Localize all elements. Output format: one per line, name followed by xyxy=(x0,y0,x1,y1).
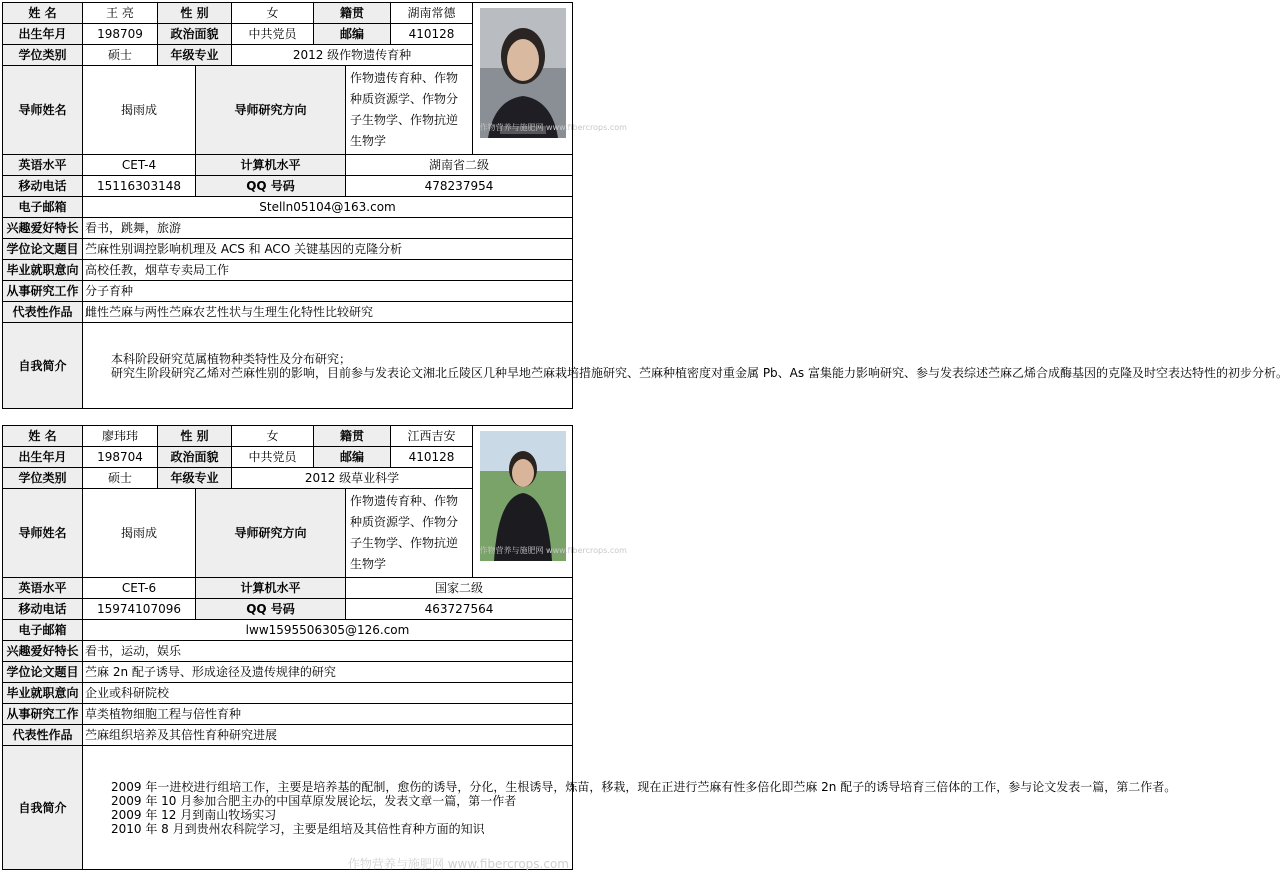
zipcode-label: 邮编 xyxy=(314,447,391,468)
birth-label: 出生年月 xyxy=(3,447,83,468)
degree-label: 学位类别 xyxy=(3,468,83,489)
birth-value: 198709 xyxy=(83,24,158,45)
birth-label: 出生年月 xyxy=(3,24,83,45)
phone-label: 移动电话 xyxy=(3,176,83,197)
thesis-label: 学位论文题目 xyxy=(3,239,83,260)
hobby-label: 兴趣爱好特长 xyxy=(3,641,83,662)
profile-photo xyxy=(479,8,627,138)
english-label: 英语水平 xyxy=(3,155,83,176)
intro-paragraph: 研究生阶段研究乙烯对苎麻性别的影响，目前参与发表论文湘北丘陵区几种旱地苎麻栽培措施研究、苎麻种植密度对重金属 Pb、As 富集能力影响研究、参与发表综述苎麻乙烯合成酶基因的克隆及时空表达特性的初步分析。 xyxy=(111,365,1288,380)
hobby-label: 兴趣爱好特长 xyxy=(3,218,83,239)
thesis-label: 学位论文题目 xyxy=(3,662,83,683)
intro-paragraph: 2009 年 10 月参加合肥主办的中国草原发展论坛，发表文章一篇，第一作者 xyxy=(111,793,517,808)
photo-cell xyxy=(473,3,627,155)
advisor-label: 导师姓名 xyxy=(3,489,83,578)
intro-paragraph: 2009 年一进校进行组培工作，主要是培养基的配制，愈伤的诱导，分化，生根诱导，炼苗，移栽，现在正进行苎麻有性多倍化即苎麻 2n 配子的诱导培育三倍体的工作，参与论文发表一篇，第二作者。 xyxy=(111,779,1177,794)
advisor-label: 导师姓名 xyxy=(3,66,83,155)
phone-value: 15116303148 xyxy=(83,176,196,197)
intro-paragraph: 本科阶段研究苋属植物种类特性及分布研究； xyxy=(111,351,352,366)
computer-label: 计算机水平 xyxy=(196,578,346,599)
intro-label: 自我简介 xyxy=(3,323,83,409)
intro-paragraph: 2009 年 12 月到南山牧场实习 xyxy=(111,807,277,822)
intro-value xyxy=(83,323,1288,409)
works-value: 雌性苎麻与两性苎麻农艺性状与生理生化特性比较研究 xyxy=(83,302,573,323)
email-label: 电子邮箱 xyxy=(3,197,83,218)
direction-value: 作物遗传育种、作物种质资源学、作物分子生物学、作物抗逆生物学 xyxy=(346,489,473,578)
degree-value: 硕士 xyxy=(83,468,158,489)
gender-label: 性 别 xyxy=(158,3,232,24)
phone-value: 15974107096 xyxy=(83,599,196,620)
name-label: 姓 名 xyxy=(3,3,83,24)
job-label: 毕业就职意向 xyxy=(3,683,83,704)
gender-label: 性 别 xyxy=(158,426,232,447)
origin-value: 江西吉安 xyxy=(391,426,473,447)
qq-label: QQ 号码 xyxy=(196,176,346,197)
research-label: 从事研究工作 xyxy=(3,281,83,302)
works-value: 苎麻组织培养及其倍性育种研究进展 xyxy=(83,725,573,746)
email-label: 电子邮箱 xyxy=(3,620,83,641)
english-value: CET-6 xyxy=(83,578,196,599)
grade-major-label: 年级专业 xyxy=(158,468,232,489)
job-label: 毕业就职意向 xyxy=(3,260,83,281)
origin-label: 籍贯 xyxy=(314,3,391,24)
politics-label: 政治面貌 xyxy=(158,24,232,45)
intro-paragraph: 2010 年 8 月到贵州农科院学习，主要是组培及其倍性育种方面的知识 xyxy=(111,821,485,836)
hobby-value: 看书，运动，娱乐 xyxy=(83,641,573,662)
english-value: CET-4 xyxy=(83,155,196,176)
name-value: 廖玮玮 xyxy=(83,426,158,447)
zipcode-value: 410128 xyxy=(391,447,473,468)
direction-value: 作物遗传育种、作物种质资源学、作物分子生物学、作物抗逆生物学 xyxy=(346,66,473,155)
computer-value: 国家二级 xyxy=(346,578,573,599)
photo-cell xyxy=(473,426,627,578)
hobby-value: 看书，跳舞，旅游 xyxy=(83,218,573,239)
grade-major-value: 2012 级草业科学 xyxy=(232,468,473,489)
job-value: 企业或科研院校 xyxy=(83,683,573,704)
birth-value: 198704 xyxy=(83,447,158,468)
email-value: Stelln05104@163.com xyxy=(83,197,573,218)
name-value: 王 亮 xyxy=(83,3,158,24)
computer-value: 湖南省二级 xyxy=(346,155,573,176)
intro-value xyxy=(83,746,1177,870)
research-label: 从事研究工作 xyxy=(3,704,83,725)
politics-value: 中共党员 xyxy=(232,447,314,468)
research-value: 草类植物细胞工程与倍性育种 xyxy=(83,704,573,725)
politics-label: 政治面貌 xyxy=(158,447,232,468)
english-label: 英语水平 xyxy=(3,578,83,599)
photo-watermark: 作物营养与施肥网 www.fibercrops.com xyxy=(479,546,627,555)
gender-value: 女 xyxy=(232,3,314,24)
thesis-value: 苎麻 2n 配子诱导、形成途径及遗传规律的研究 xyxy=(83,662,573,683)
origin-value: 湖南常德 xyxy=(391,3,473,24)
zipcode-label: 邮编 xyxy=(314,24,391,45)
degree-label: 学位类别 xyxy=(3,45,83,66)
works-label: 代表性作品 xyxy=(3,725,83,746)
computer-label: 计算机水平 xyxy=(196,155,346,176)
qq-value: 478237954 xyxy=(346,176,573,197)
advisor-value: 揭雨成 xyxy=(83,489,196,578)
grade-major-value: 2012 级作物遗传育种 xyxy=(232,45,473,66)
advisor-value: 揭雨成 xyxy=(83,66,196,155)
degree-value: 硕士 xyxy=(83,45,158,66)
politics-value: 中共党员 xyxy=(232,24,314,45)
qq-value: 463727564 xyxy=(346,599,573,620)
qq-label: QQ 号码 xyxy=(196,599,346,620)
grade-major-label: 年级专业 xyxy=(158,45,232,66)
zipcode-value: 410128 xyxy=(391,24,473,45)
phone-label: 移动电话 xyxy=(3,599,83,620)
profile-card-2 xyxy=(2,425,1177,870)
works-label: 代表性作品 xyxy=(3,302,83,323)
email-value: lww1595506305@126.com xyxy=(83,620,573,641)
photo-watermark: 作物营养与施肥网 www.fibercrops.com xyxy=(479,123,627,132)
thesis-value: 苎麻性别调控影响机理及 ACS 和 ACO 关键基因的克隆分析 xyxy=(83,239,573,260)
job-value: 高校任教，烟草专卖局工作 xyxy=(83,260,573,281)
profile-photo xyxy=(479,431,627,561)
profile-card-1 xyxy=(2,2,1288,409)
origin-label: 籍贯 xyxy=(314,426,391,447)
gender-value: 女 xyxy=(232,426,314,447)
intro-label: 自我简介 xyxy=(3,746,83,870)
page-watermark: 作物营养与施肥网 www.fibercrops.com xyxy=(347,857,569,871)
direction-label: 导师研究方向 xyxy=(196,489,346,578)
research-value: 分子育种 xyxy=(83,281,573,302)
name-label: 姓 名 xyxy=(3,426,83,447)
direction-label: 导师研究方向 xyxy=(196,66,346,155)
